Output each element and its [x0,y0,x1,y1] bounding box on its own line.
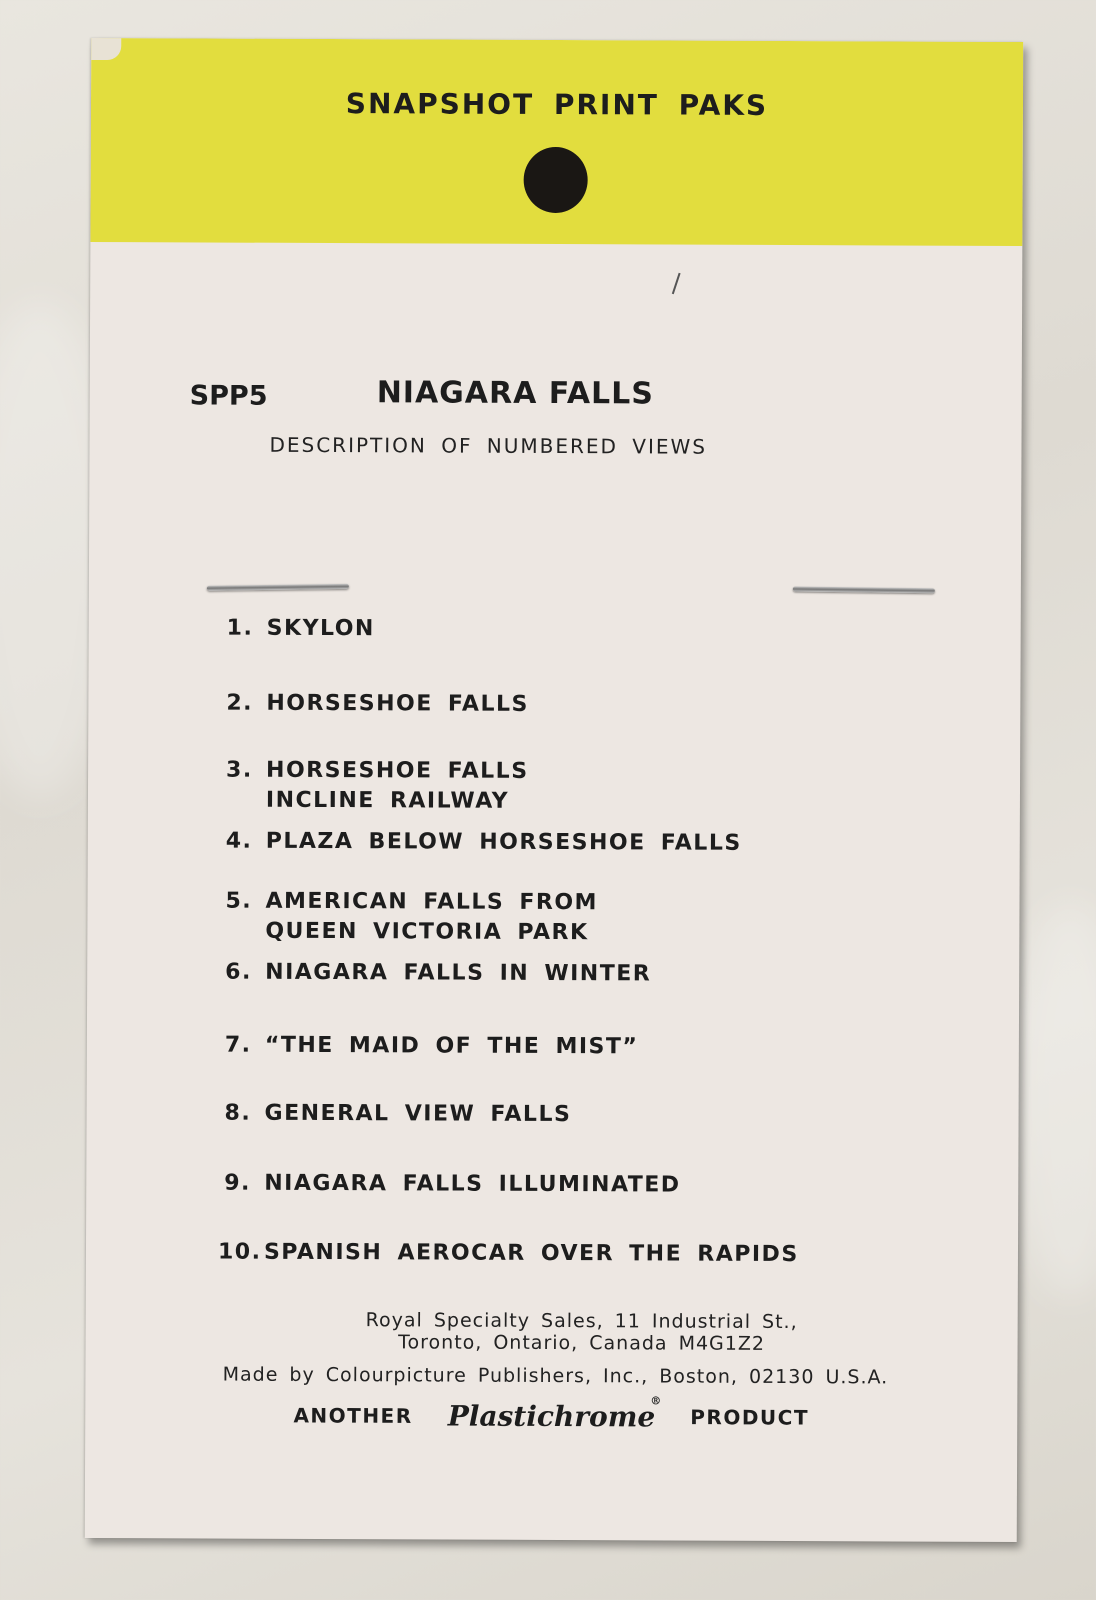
hang-hole [524,147,588,213]
subtitle: DESCRIPTION OF NUMBERED VIEWS [269,432,708,459]
brand-suffix: PRODUCT [690,1405,810,1430]
publisher-address-line1: Royal Specialty Sales, 11 Industrial St., [365,1309,798,1334]
product-title: NIAGARA FALLS [376,375,655,412]
list-item [227,614,375,645]
brand-prefix: ANOTHER [293,1403,413,1428]
brand-logo-text: Plastichrome [447,1399,656,1434]
manufacturer-line: Made by Colourpicture Publishers, Inc., Boston, 02130 U.S.A. [222,1363,889,1389]
view-label: NIAGARA FALLS ILLUMINATED [264,1170,681,1198]
list-item [225,887,598,949]
header-card [85,38,1024,1542]
view-number: 6. [225,959,252,985]
view-label: NIAGARA FALLS IN WINTER [265,959,652,987]
view-label-line2: INCLINE RAILWAY [265,787,510,814]
view-number: 1. [226,615,254,641]
brand-row [85,1394,1017,1435]
publisher-address-line2: Toronto, Ontario, Canada M4G1Z2 [398,1331,766,1355]
view-label: HORSESHOE FALLS [266,757,529,784]
staple-left [207,584,349,591]
view-number: 10. [217,1239,262,1265]
header-title: SNAPSHOT PRINT PAKS [345,87,769,122]
plastichrome-logo [447,1394,662,1434]
list-item [224,1169,680,1201]
list-item [218,1238,799,1271]
list-item [225,958,651,990]
view-label: “THE MAID OF THE MIST” [264,1032,639,1060]
list-item [225,1031,639,1063]
view-label-line2: QUEEN VICTORIA PARK [265,918,589,946]
list-item [225,1099,572,1131]
view-label: GENERAL VIEW FALLS [264,1100,572,1128]
view-number: 9. [224,1170,252,1196]
view-label: HORSESHOE FALLS [266,690,529,717]
view-number: 7. [224,1032,252,1058]
cloth-highlight [1010,900,1096,1300]
views-list [217,614,927,1268]
view-number: 8. [224,1100,252,1126]
view-label: AMERICAN FALLS FROM [265,888,599,916]
list-item [226,827,742,859]
registered-mark: ® [650,1394,662,1408]
list-item [226,756,529,817]
header-band [90,38,1023,246]
view-number: 4. [225,828,253,854]
scratch-mark [672,273,681,295]
view-label: PLAZA BELOW HORSESHOE FALLS [265,828,742,856]
view-number: 3. [226,757,253,783]
staple-right [793,586,935,593]
view-label: SPANISH AEROCAR OVER THE RAPIDS [263,1239,799,1268]
list-item [226,689,529,720]
view-number: 2. [226,690,254,716]
view-label: SKYLON [266,615,375,642]
view-number: 5. [225,888,253,914]
product-code: SPP5 [189,380,268,412]
